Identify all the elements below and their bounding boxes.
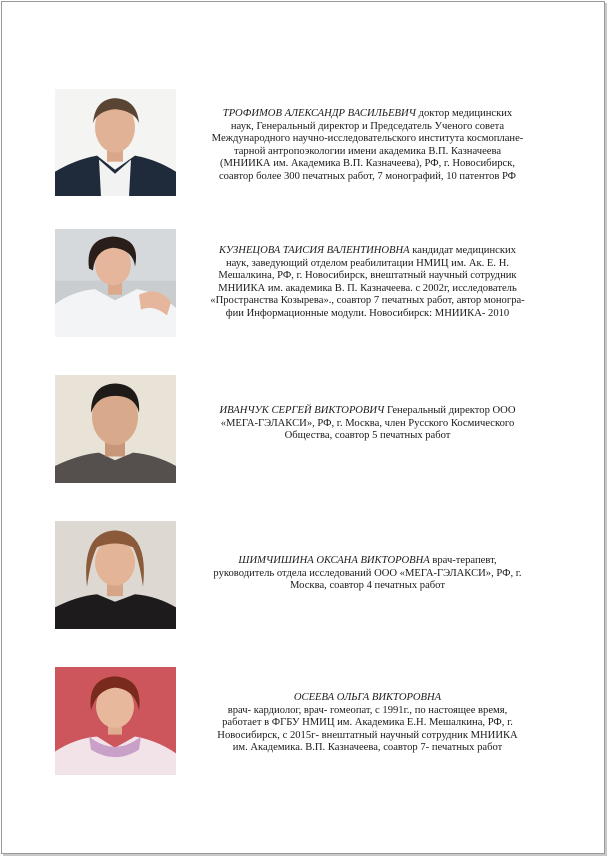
bio-line: им. Академика. В.П. Казначеева, соавтор 7- печатных работ <box>232 742 503 754</box>
author-entry <box>55 375 555 495</box>
author-bio <box>195 245 540 321</box>
author-photo <box>55 375 176 489</box>
author-entry <box>55 89 555 209</box>
bio-line: Международного научно-исследовательского института космопланe- <box>211 133 524 145</box>
bio-line: Новосибирск, с 2015г- внештатный научный сотрудник МНИИКА <box>217 729 518 741</box>
bio-line: доктор медицинских <box>418 108 513 119</box>
author-entry <box>55 667 555 787</box>
bio-line: «МЕГА-ГЭЛАКСИ», РФ, г. Москва, член Русского Космического <box>220 417 515 429</box>
bio-line: кандидат медицинских <box>412 245 516 256</box>
author-bio <box>195 692 540 755</box>
author-name: ОСЕЕВА ОЛЬГА ВИКТОРОВНА <box>293 692 442 703</box>
bio-line: Общества, соавтор 5 печатных работ <box>284 430 451 442</box>
author-bio <box>195 405 540 443</box>
bio-line: руководитель отдела исследований ООО «МЕГА-ГЭЛАКСИ», РФ, г. <box>213 567 522 579</box>
bio-line: (МНИИКА им. Академика В.П. Казначеева), РФ, г. Новосибирск, <box>219 158 516 170</box>
author-bio <box>195 555 540 593</box>
author-photo <box>55 229 176 344</box>
author-photo <box>55 667 176 782</box>
author-photo <box>55 521 176 636</box>
author-name: ТРОФИМОВ АЛЕКСАНДР ВАСИЛЬЕВИЧ <box>222 108 416 119</box>
bio-line: МНИИКА им. академика В. П. Казначеева. с 2002г, исследователь <box>218 282 517 294</box>
author-photo <box>55 89 176 196</box>
author-name: КУЗНЕЦОВА ТАИСИЯ ВАЛЕНТИНОВНА <box>219 245 410 256</box>
bio-line: врач-терапевт, <box>432 555 497 566</box>
author-name: ШИМЧИШИНА ОКСАНА ВИКТОРОВНА <box>238 555 430 566</box>
bio-line: фии Информационные модули. Новосибирск: МНИИКА- 2010 <box>225 307 510 319</box>
author-bio <box>195 108 540 184</box>
bio-line: наук, Генеральный директор и Председатель Ученого совета <box>230 120 505 132</box>
bio-line: Генеральный директор ООО <box>387 405 516 416</box>
bio-line: «Пространства Козырева»., соавтор 7 печатных работ, автор моногра- <box>210 295 525 307</box>
bio-line: работает в ФГБУ НМИЦ им. Академика Е.Н. Мешалкина, РФ, г. <box>222 717 513 729</box>
author-name: ИВАНЧУК СЕРГЕЙ ВИКТОРОВИЧ <box>219 405 385 416</box>
bio-line: врач- кардиолог, врач- гомеопат, с 1991г., по настоящее время, <box>227 704 508 716</box>
bio-line: Москва, соавтор 4 печатных работ <box>290 580 445 592</box>
bio-line: наук, заведующий отделом реабилитации НМИЦ им. Ак. Е. Н. <box>226 257 509 269</box>
author-entry <box>55 229 555 349</box>
bio-line: Мешалкина, РФ, г. Новосибирск, внештатный научный сотрудник <box>218 270 517 282</box>
bio-line: тарной антропоэкологии имени академика В.П. Казначеева <box>233 145 502 157</box>
bio-line: соавтор более 300 печатных работ, 7 монографий, 10 патентов РФ <box>218 170 517 182</box>
author-entry <box>55 521 555 641</box>
